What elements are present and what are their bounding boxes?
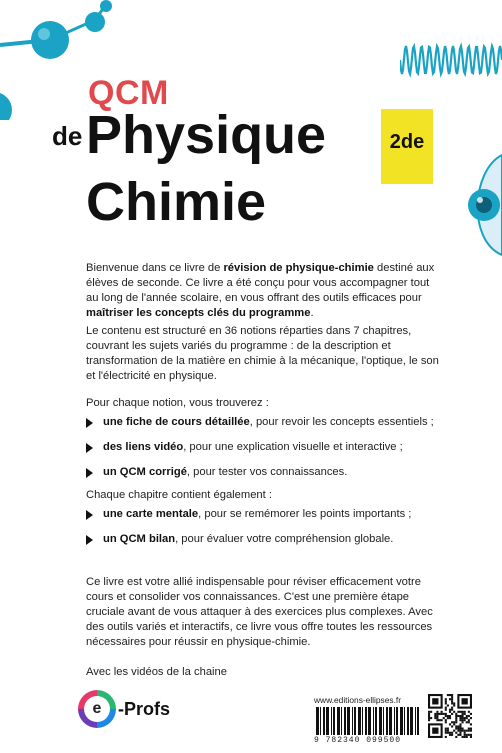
barcode-bar <box>386 707 388 735</box>
qr-module <box>451 725 453 727</box>
barcode-bar <box>323 707 325 735</box>
arrow-bullet-icon <box>86 510 93 520</box>
qr-module <box>459 723 461 725</box>
barcode-bar <box>415 707 416 735</box>
intro-paragraph-4: Chaque chapitre contient également : <box>86 489 272 501</box>
barcode-bar <box>352 707 353 735</box>
qr-module <box>443 713 445 715</box>
qr-module <box>455 736 457 738</box>
qr-module <box>441 719 443 721</box>
barcode-bar <box>373 707 374 735</box>
qr-module <box>464 719 466 721</box>
qr-module <box>468 734 470 736</box>
qr-module <box>445 719 447 721</box>
qr-module <box>455 717 457 719</box>
qr-module <box>434 715 436 717</box>
qr-module <box>449 698 451 700</box>
intro-paragraph-1 <box>86 261 441 321</box>
qr-module <box>455 719 457 721</box>
qr-module <box>455 721 457 723</box>
qr-module <box>457 715 459 717</box>
qr-module <box>434 713 436 715</box>
barcode-bar <box>394 707 395 735</box>
qr-module <box>428 717 430 719</box>
barcode-icon <box>314 707 422 735</box>
qr-module <box>464 717 466 719</box>
qr-module <box>455 732 457 734</box>
qr-module <box>451 696 453 698</box>
qr-module <box>455 713 457 715</box>
qr-module <box>430 717 432 719</box>
qr-module <box>457 728 459 730</box>
qr-module <box>453 711 455 713</box>
qr-module <box>457 725 459 727</box>
qr-module <box>451 694 453 696</box>
qr-module <box>443 717 445 719</box>
qr-module <box>464 736 466 738</box>
barcode-bar <box>362 707 363 735</box>
qr-module <box>459 730 461 732</box>
qr-module <box>453 704 455 706</box>
logo-text: -Profs <box>118 698 171 719</box>
qr-module <box>432 728 438 734</box>
qr-module <box>470 728 472 730</box>
barcode-bar <box>341 707 342 735</box>
isbn-number: 9 782340 099500 <box>314 736 402 745</box>
qr-module <box>436 715 438 717</box>
bullet-rest: , pour évaluer votre compréhension globale. <box>175 533 394 545</box>
qr-module <box>449 732 451 734</box>
qr-module <box>459 715 461 717</box>
bullet-list-chapter <box>86 507 456 557</box>
qr-module <box>468 719 470 721</box>
qr-module <box>436 713 438 715</box>
qr-module <box>462 698 468 704</box>
qr-module <box>459 711 461 713</box>
barcode-bar <box>396 707 398 735</box>
qr-module <box>459 717 461 719</box>
barcode-bar <box>326 707 329 735</box>
qr-module <box>445 698 447 700</box>
de-label: de <box>52 121 83 151</box>
qr-module <box>459 734 461 736</box>
p1-run: maîtriser les concepts clés du programme <box>86 307 311 319</box>
eprofs-logo <box>78 690 170 728</box>
qr-module <box>430 711 432 713</box>
qr-module <box>453 730 455 732</box>
qr-module <box>466 721 468 723</box>
barcode-bar <box>400 707 403 735</box>
qr-module <box>466 717 468 719</box>
qr-module <box>459 725 461 727</box>
qr-module <box>462 711 464 713</box>
qr-module <box>468 721 470 723</box>
bullet-bold: un QCM corrigé <box>103 466 187 478</box>
barcode-bar <box>354 707 356 735</box>
bullet-rest: , pour revoir les concepts essentiels ; <box>249 416 434 428</box>
qr-module <box>457 711 459 713</box>
qr-module <box>455 715 457 717</box>
qr-module <box>432 698 438 704</box>
qr-module <box>459 728 461 730</box>
sine-wave-icon <box>400 40 502 80</box>
qr-module <box>449 715 451 717</box>
qr-module <box>449 717 451 719</box>
qr-module <box>447 694 449 696</box>
arrow-bullet-icon <box>86 443 93 453</box>
barcode-bar <box>333 707 335 735</box>
list-item <box>86 440 456 455</box>
intro-paragraph-2: Le contenu est structuré en 36 notions réparties dans 7 chapitres, couvrant les sujets variés du programme : de la description et transformation de la matière en chimie à la mécanique, l'optique, le son et l'électricité en physique. <box>86 325 439 382</box>
qr-module <box>449 723 451 725</box>
qr-module <box>455 728 457 730</box>
qr-module <box>438 713 440 715</box>
qr-module <box>470 713 472 715</box>
qr-module <box>445 736 447 738</box>
qr-module <box>462 715 464 717</box>
qr-module <box>441 713 443 715</box>
bullet-list-notion <box>86 415 456 490</box>
qr-module <box>470 717 472 719</box>
qr-module <box>449 709 451 711</box>
qr-module <box>468 715 470 717</box>
qr-module <box>445 702 447 704</box>
qr-module <box>455 725 457 727</box>
qr-module <box>459 732 461 734</box>
barcode-bar <box>410 707 413 735</box>
eprofs-logo-circle <box>78 690 116 728</box>
barcode-bar <box>344 707 346 735</box>
eye-icon <box>462 150 502 260</box>
level-label: 2de <box>389 131 425 153</box>
bullet-rest: , pour une explication visuelle et interactive ; <box>183 441 403 453</box>
qr-module <box>464 730 466 732</box>
qr-module <box>445 721 447 723</box>
list-item <box>86 415 456 430</box>
qr-module <box>441 711 443 713</box>
qr-module <box>445 730 447 732</box>
qr-module <box>428 719 430 721</box>
qr-module <box>462 717 464 719</box>
qr-module <box>449 694 451 696</box>
qr-module <box>445 709 447 711</box>
qr-module <box>462 730 464 732</box>
qr-module <box>459 719 461 721</box>
p1-run: . <box>310 307 314 319</box>
barcode-bar <box>368 707 371 735</box>
barcode-bar <box>379 707 382 735</box>
barcode-bar <box>347 707 350 735</box>
qr-module <box>451 707 453 709</box>
p1-run: Bienvenue dans ce livre de <box>86 262 224 274</box>
qr-module <box>428 711 430 713</box>
list-item <box>86 507 456 522</box>
qr-module <box>464 734 466 736</box>
barcode-bar <box>320 707 321 735</box>
barcode-bar <box>331 707 332 735</box>
publisher-website[interactable]: www.editions-ellipses.fr <box>314 695 402 705</box>
barcode-bar <box>316 707 319 735</box>
qr-module <box>464 732 466 734</box>
barcode-bar <box>365 707 367 735</box>
qr-module <box>470 730 472 732</box>
intro-paragraph-5: Ce livre est votre allié indispensable pour réviser efficacement votre cours et consolider vos connaissances. C'est une première étape cruciale avant de vous attaquer à des exercices plus complexes. Avec des outils variés et interactifs, ce livre vous offre toutes les ressources nécessaires pour réussir en physique-chimie. <box>86 576 433 648</box>
qr-module <box>470 723 472 725</box>
qr-module <box>470 736 472 738</box>
qr-module <box>466 734 468 736</box>
bullet-bold: une fiche de cours détaillée <box>103 416 250 428</box>
arrow-bullet-icon <box>86 418 93 428</box>
barcode-bar <box>389 707 392 735</box>
barcode-bar <box>383 707 384 735</box>
list-item <box>86 532 456 547</box>
qr-module <box>470 734 472 736</box>
qr-module <box>451 721 453 723</box>
qr-module <box>466 715 468 717</box>
qr-module <box>462 736 464 738</box>
qr-module <box>445 700 447 702</box>
bullet-bold: des liens vidéo <box>103 441 184 453</box>
qr-module <box>445 715 447 717</box>
qr-module <box>445 713 447 715</box>
bullet-bold: un QCM bilan <box>103 533 176 545</box>
qr-module <box>449 711 451 713</box>
qr-module <box>453 702 455 704</box>
bullet-rest: , pour se remémorer les points importants ; <box>198 508 412 520</box>
qr-module <box>466 730 468 732</box>
bullet-bold: une carte mentale <box>103 508 199 520</box>
qr-module <box>451 698 453 700</box>
qr-module <box>447 704 449 706</box>
level-badge <box>381 109 433 184</box>
bullet-rest: , pour tester vos connaissances. <box>186 466 348 478</box>
qr-module <box>462 713 464 715</box>
barcode-bar <box>375 707 377 735</box>
qr-module <box>438 719 440 721</box>
qr-module <box>436 717 438 719</box>
qr-module <box>434 717 436 719</box>
qr-module <box>447 732 449 734</box>
qr-module <box>451 713 453 715</box>
intro-paragraph-3: Pour chaque notion, vous trouverez : <box>86 397 269 409</box>
qr-module <box>457 730 459 732</box>
qcm-label: QCM <box>88 74 169 112</box>
qr-module <box>451 709 453 711</box>
barcode-bar <box>407 707 409 735</box>
qr-module <box>453 723 455 725</box>
qr-module <box>464 711 466 713</box>
qr-module <box>447 717 449 719</box>
qr-module <box>466 736 468 738</box>
qr-module <box>447 715 449 717</box>
qr-module <box>462 719 464 721</box>
qr-module <box>447 730 449 732</box>
title-chimie: Chimie <box>86 172 267 232</box>
qr-module <box>468 728 470 730</box>
qr-module <box>447 728 449 730</box>
p1-run: destiné aux élèves de seconde. Ce livre a été conçu pour vous accompagner tout au long de l'année scolaire, en vous offrant des outils efficaces pour <box>86 262 435 304</box>
qr-module <box>457 734 459 736</box>
title-physique: Physique <box>86 105 327 165</box>
qr-module <box>462 728 464 730</box>
qr-module <box>449 734 451 736</box>
qr-module <box>468 711 470 713</box>
qr-module <box>451 732 453 734</box>
barcode-bar <box>337 707 340 735</box>
qr-module <box>436 719 438 721</box>
arrow-bullet-icon <box>86 535 93 545</box>
arrow-bullet-icon <box>86 468 93 478</box>
logo-letter: e <box>84 696 110 722</box>
qr-module <box>451 700 453 702</box>
qr-code-icon <box>428 694 472 738</box>
list-item <box>86 465 456 480</box>
qr-module <box>436 711 438 713</box>
barcode-bar <box>417 707 419 735</box>
qr-module <box>428 713 430 715</box>
qr-module <box>451 734 453 736</box>
qr-module <box>462 721 464 723</box>
qr-module <box>445 732 447 734</box>
qr-module <box>453 721 455 723</box>
barcode-bar <box>404 707 405 735</box>
p1-run: révision de physique-chimie <box>223 262 374 274</box>
qr-module <box>464 713 466 715</box>
qr-module <box>428 715 430 717</box>
channel-note: Avec les vidéos de la chaine <box>86 666 227 678</box>
barcode-bar <box>358 707 361 735</box>
qr-module <box>445 707 447 709</box>
qr-module <box>451 702 453 704</box>
qr-module <box>445 728 447 730</box>
qr-module <box>468 730 470 732</box>
